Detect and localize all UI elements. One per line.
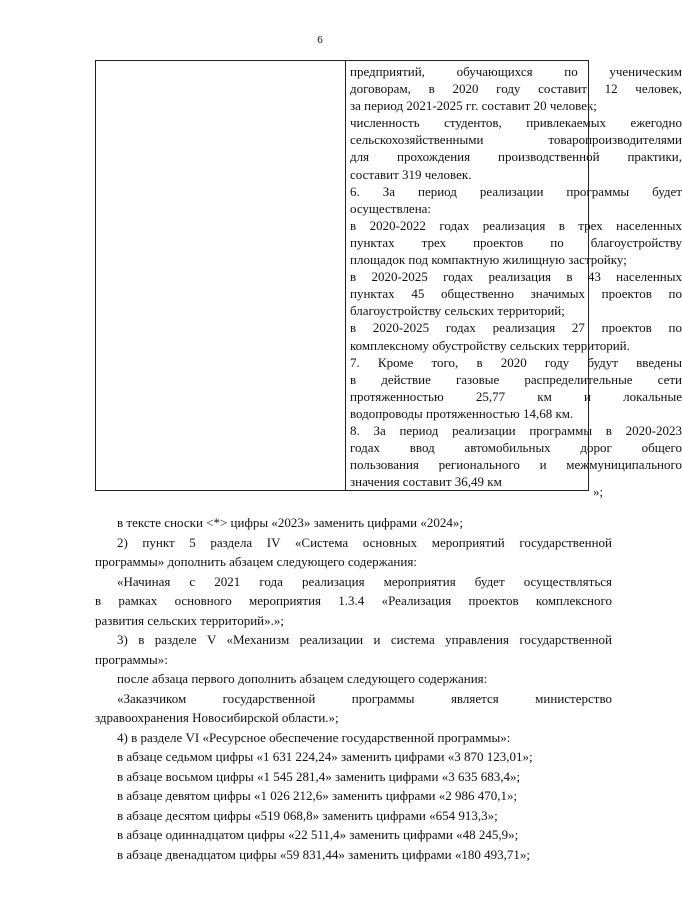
page-number: 6 bbox=[317, 34, 323, 46]
table-cell-line: в 2020-2025 годах реализация 27 проектов по bbox=[350, 320, 682, 336]
body-text-line: «Заказчиком государственной программы является министерство bbox=[117, 690, 612, 706]
table-cell-line: пунктах 45 общественно значимых проектов по bbox=[350, 286, 682, 302]
body-text-line: после абзаца первого дополнить абзацем следующего содержания: bbox=[117, 671, 488, 686]
body-text-line: в абзаце восьмом цифры «1 545 281,4» заменить цифрами «3 635 683,4»; bbox=[117, 768, 521, 784]
table-cell-line: численность студентов, привлекаемых ежегодно bbox=[350, 115, 682, 131]
table-cell-line: пунктах трех проектов по благоустройству bbox=[350, 234, 682, 250]
table-cell-line: пользования регионального и межмуниципального bbox=[350, 457, 682, 473]
body-text-line: здравоохранения Новосибирской области.»; bbox=[95, 710, 339, 725]
body-text-line: в абзаце одиннадцатом цифры «22 511,4» заменить цифрами «48 245,9»; bbox=[117, 827, 519, 842]
body-text-line: программы»: bbox=[95, 651, 168, 667]
table-cell-line: в действие газовые распределительные сети bbox=[350, 371, 682, 387]
table-cell-line: протяженностью 25,77 км и локальные bbox=[350, 388, 682, 404]
table-cell-line: сельскохозяйственными товаропроизводителями bbox=[350, 132, 682, 148]
table-right-cell bbox=[350, 63, 682, 490]
table-cell-line: предприятий, обучающихся по ученическим bbox=[350, 64, 682, 79]
body-text-line: развития сельских территорий».»; bbox=[95, 612, 284, 628]
body-text-line: в абзаце седьмом цифры «1 631 224,24» заменить цифрами «3 870 123,01»; bbox=[117, 749, 533, 764]
table-cell-line: годах ввод автомобильных дорог общего bbox=[350, 440, 682, 456]
table-cell-line: составит 319 человек. bbox=[350, 166, 472, 182]
table-cell-line: водопроводы протяженностью 14,68 км. bbox=[350, 405, 574, 421]
table-cell-line: благоустройству сельских территорий; bbox=[350, 303, 565, 319]
program-table bbox=[95, 60, 682, 491]
table-cell-line: площадок под компактную жилищную застройку; bbox=[350, 252, 627, 268]
table-cell-line: осуществлена: bbox=[350, 200, 432, 216]
body-text-line: в тексте сноски <*> цифры «2023» заменить цифрами «2024»; bbox=[117, 515, 463, 530]
table-cell-line: договорам, в 2020 году составит 12 человек, bbox=[350, 81, 682, 97]
table-cell-line: 8. За период реализации программы в 2020-2023 bbox=[350, 422, 682, 438]
body-text-line: 3) в разделе V «Механизм реализации и система управления государственной bbox=[117, 632, 612, 647]
table-cell-line: 6. За период реализации программы будет bbox=[350, 183, 682, 199]
table-cell-line: для прохождения производственной практики, bbox=[350, 149, 682, 165]
body-text-line: 4) в разделе VI «Ресурсное обеспечение государственной программы»: bbox=[117, 729, 511, 745]
amendment-text bbox=[95, 513, 612, 864]
table-cell-line: в 2020-2022 годах реализация в трех населенных bbox=[350, 217, 682, 233]
table-cell-line: комплексному обустройству сельских территорий. bbox=[350, 337, 630, 353]
table-cell-line: 7. Кроме того, в 2020 году будут введены bbox=[350, 354, 682, 370]
body-text-line: в абзаце десятом цифры «519 068,8» заменить цифрами «654 913,3»; bbox=[117, 807, 498, 823]
body-text-line: в абзаце двенадцатом цифры «59 831,44» заменить цифрами «180 493,71»; bbox=[117, 846, 530, 862]
body-text-line: «Начиная с 2021 года реализация мероприятия будет осуществляться bbox=[117, 573, 612, 589]
body-text-line: 2) пункт 5 раздела IV «Система основных мероприятий государственной bbox=[117, 534, 612, 550]
body-text-line: в абзаце девятом цифры «1 026 212,6» заменить цифрами «2 986 470,1»; bbox=[117, 788, 518, 803]
body-text-line: программы» дополнить абзацем следующего содержания: bbox=[95, 554, 417, 569]
table-column-divider bbox=[345, 61, 346, 490]
table-cell-line: в 2020-2025 годах реализация в 43 населенных bbox=[350, 269, 682, 285]
closing-quote-mark: »; bbox=[593, 484, 604, 499]
table-cell-line: за период 2021-2025 гг. составит 20 человек; bbox=[350, 98, 597, 114]
table-cell-line: значения составит 36,49 км bbox=[350, 474, 502, 490]
body-text-line: в рамках основного мероприятия 1.3.4 «Реализация проектов комплексного bbox=[95, 593, 612, 608]
